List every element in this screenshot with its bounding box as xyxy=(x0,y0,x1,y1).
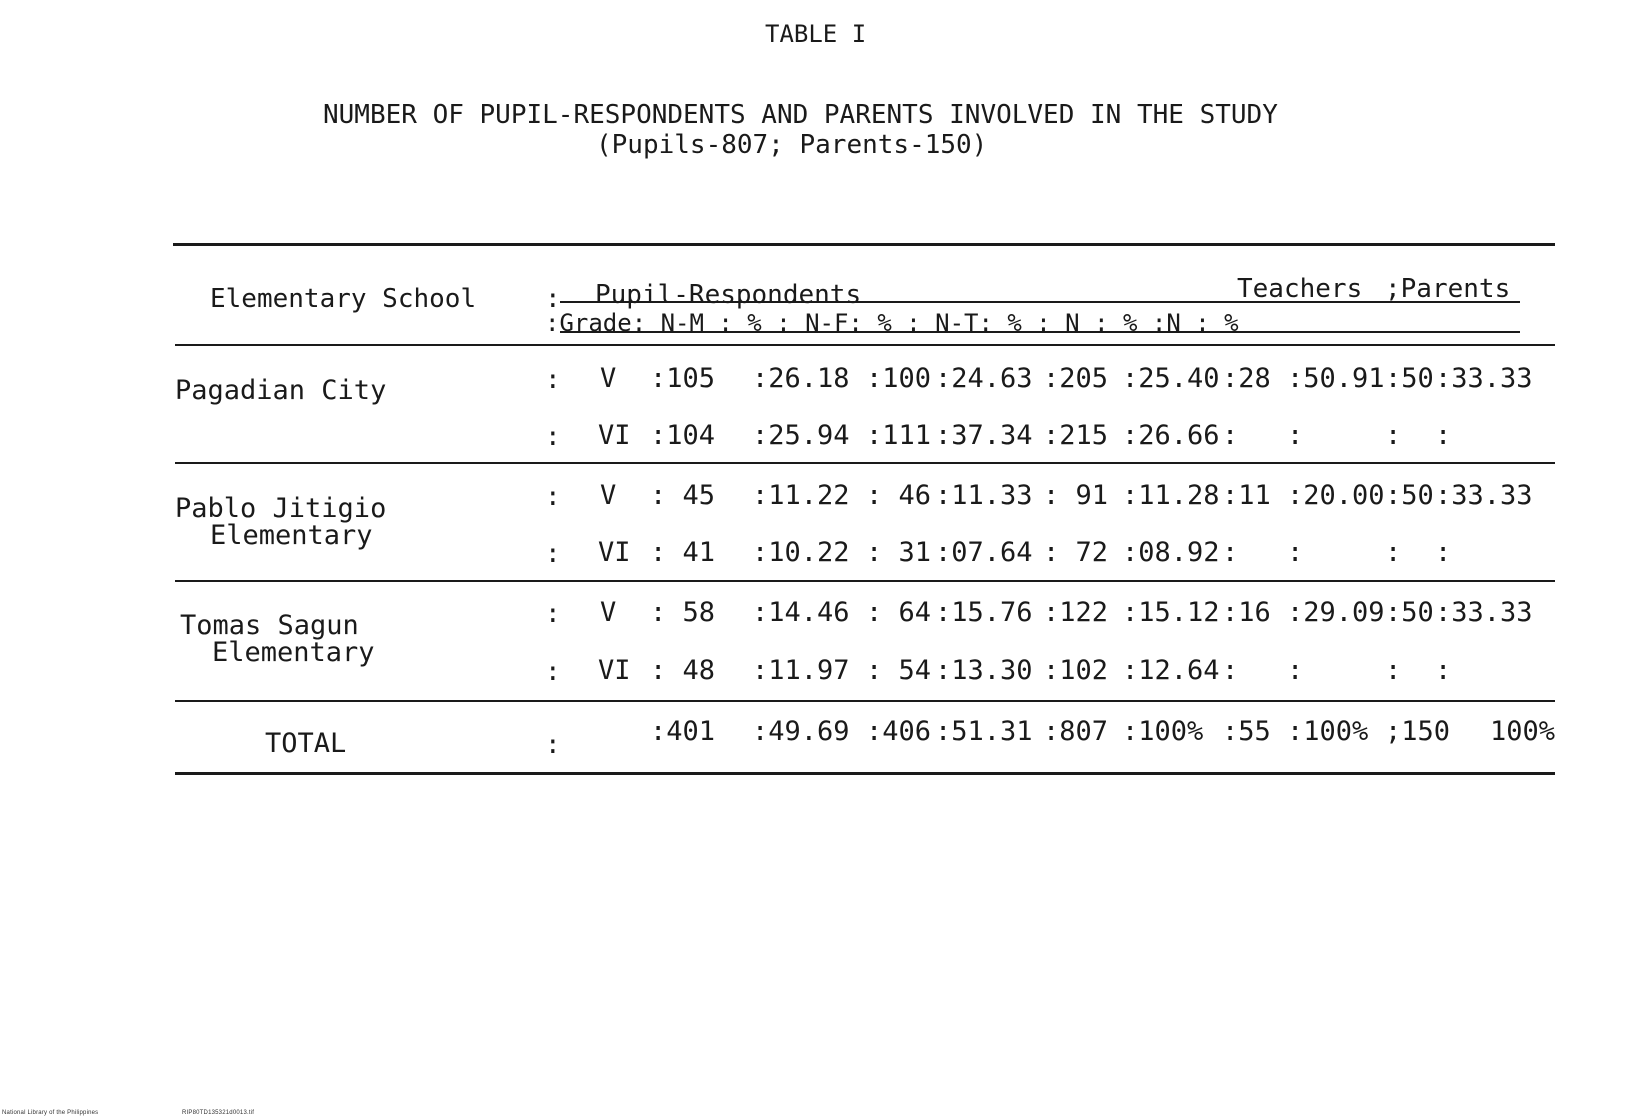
cell-tn: : xyxy=(1222,655,1239,686)
table-bottom-rule xyxy=(175,772,1555,775)
table-title: NUMBER OF PUPIL-RESPONDENTS AND PARENTS INVOLVED IN THE STUDY xyxy=(323,100,1278,130)
cell-nm: : 41 xyxy=(650,537,716,568)
row-separator: : xyxy=(545,365,561,395)
total-cell-pn: ;150 xyxy=(1385,716,1451,747)
cell-nm: :104 xyxy=(650,420,716,451)
grade-cell: VI xyxy=(598,655,631,686)
cell-pn: : xyxy=(1385,655,1402,686)
cell-tp: :50.91 xyxy=(1287,363,1385,394)
cell-tn: : xyxy=(1222,537,1239,568)
cell-pf: :13.30 xyxy=(935,655,1033,686)
cell-tp: : xyxy=(1287,537,1304,568)
cell-pn: : xyxy=(1385,420,1402,451)
cell-tn: : xyxy=(1222,420,1239,451)
cell-pn: : xyxy=(1385,537,1402,568)
header-teachers: Teachers xyxy=(1237,274,1363,304)
cell-tp: : xyxy=(1287,420,1304,451)
total-cell-pt: :100% xyxy=(1122,716,1204,747)
school-name-line2: Elementary xyxy=(212,637,375,668)
cell-nm: : 58 xyxy=(650,597,716,628)
header-separator: : xyxy=(545,284,561,314)
footer-filename: RIP80TD135321d0013.tif xyxy=(182,1110,255,1116)
cell-tp: :20.00 xyxy=(1287,480,1385,511)
group-rule-1 xyxy=(175,462,1555,464)
row-separator: : xyxy=(545,482,561,512)
total-cell-nm: :401 xyxy=(650,716,716,747)
header-parents: ;Parents xyxy=(1385,274,1511,304)
cell-pm: :14.46 xyxy=(752,597,850,628)
cell-pn: :50 xyxy=(1385,363,1434,394)
school-name: Pagadian City xyxy=(175,375,387,406)
row-separator: : xyxy=(545,539,561,569)
cell-pp: :33.33 xyxy=(1435,480,1533,511)
table-top-rule xyxy=(173,243,1555,246)
cell-pm: :11.22 xyxy=(752,480,850,511)
cell-nt: :102 xyxy=(1043,655,1109,686)
cell-pf: :24.63 xyxy=(935,363,1033,394)
cell-pn: :50 xyxy=(1385,597,1434,628)
cell-pp: :33.33 xyxy=(1435,363,1533,394)
cell-pp: : xyxy=(1435,655,1452,686)
cell-nf: : 31 xyxy=(866,537,932,568)
group-rule-3 xyxy=(175,700,1555,702)
row-separator: : xyxy=(545,422,561,452)
total-cell-tn: :55 xyxy=(1222,716,1271,747)
header-elementary-school: Elementary School xyxy=(210,284,477,314)
cell-nm: : 48 xyxy=(650,655,716,686)
cell-nt: :215 xyxy=(1043,420,1109,451)
total-label: TOTAL xyxy=(265,728,347,759)
cell-pf: :11.33 xyxy=(935,480,1033,511)
cell-pt: :11.28 xyxy=(1122,480,1220,511)
total-cell-tp: :100% xyxy=(1287,716,1369,747)
grade-cell: VI xyxy=(598,537,631,568)
cell-nf: : 54 xyxy=(866,655,932,686)
cell-nf: :111 xyxy=(866,420,932,451)
total-cell-pf: :51.31 xyxy=(935,716,1033,747)
cell-nm: :105 xyxy=(650,363,716,394)
cell-pm: :26.18 xyxy=(752,363,850,394)
cell-pf: :07.64 xyxy=(935,537,1033,568)
cell-nm: : 45 xyxy=(650,480,716,511)
cell-pm: :11.97 xyxy=(752,655,850,686)
cell-tn: :28 xyxy=(1222,363,1271,394)
cell-nf: :100 xyxy=(866,363,932,394)
grade-cell: V xyxy=(600,597,617,628)
cell-pt: :15.12 xyxy=(1122,597,1220,628)
grade-cell: V xyxy=(600,363,617,394)
school-name: Pablo Jitigio xyxy=(175,493,387,524)
cell-pf: :37.34 xyxy=(935,420,1033,451)
cell-pp: :33.33 xyxy=(1435,597,1533,628)
cell-nf: : 64 xyxy=(866,597,932,628)
row-separator: : xyxy=(545,657,561,687)
cell-nt: : 72 xyxy=(1043,537,1109,568)
cell-tp: :29.09 xyxy=(1287,597,1385,628)
header-pupil-respondents: Pupil-Respondents xyxy=(595,280,862,310)
row-separator: : xyxy=(545,599,561,629)
cell-pt: :08.92 xyxy=(1122,537,1220,568)
cell-pm: :25.94 xyxy=(752,420,850,451)
cell-pf: :15.76 xyxy=(935,597,1033,628)
header-subcolumns: :Grade: N-M : % : N-F: % : N-T: % : N : % :N : % xyxy=(545,309,1239,337)
total-cell-pp: 100% xyxy=(1490,716,1556,747)
cell-nt: :205 xyxy=(1043,363,1109,394)
cell-pt: :12.64 xyxy=(1122,655,1220,686)
cell-pp: : xyxy=(1435,420,1452,451)
cell-nt: :122 xyxy=(1043,597,1109,628)
table-label: TABLE I xyxy=(765,20,867,48)
cell-pt: :26.66 xyxy=(1122,420,1220,451)
total-cell-nt: :807 xyxy=(1043,716,1109,747)
header-bottom-rule xyxy=(175,344,1555,346)
group-rule-2 xyxy=(175,580,1555,582)
cell-tn: :11 xyxy=(1222,480,1271,511)
grade-cell: V xyxy=(600,480,617,511)
table-subtitle: (Pupils-807; Parents-150) xyxy=(596,130,988,160)
total-separator: : xyxy=(545,730,561,760)
cell-tp: : xyxy=(1287,655,1304,686)
cell-tn: :16 xyxy=(1222,597,1271,628)
cell-pm: :10.22 xyxy=(752,537,850,568)
footer-library: National Library of the Philippines xyxy=(2,1110,99,1116)
cell-pt: :25.40 xyxy=(1122,363,1220,394)
school-name: Tomas Sagun xyxy=(180,610,359,641)
total-cell-nf: :406 xyxy=(866,716,932,747)
grade-cell: VI xyxy=(598,420,631,451)
cell-nt: : 91 xyxy=(1043,480,1109,511)
school-name-line2: Elementary xyxy=(210,520,373,551)
cell-pn: :50 xyxy=(1385,480,1434,511)
total-cell-pm: :49.69 xyxy=(752,716,850,747)
cell-nf: : 46 xyxy=(866,480,932,511)
cell-pp: : xyxy=(1435,537,1452,568)
